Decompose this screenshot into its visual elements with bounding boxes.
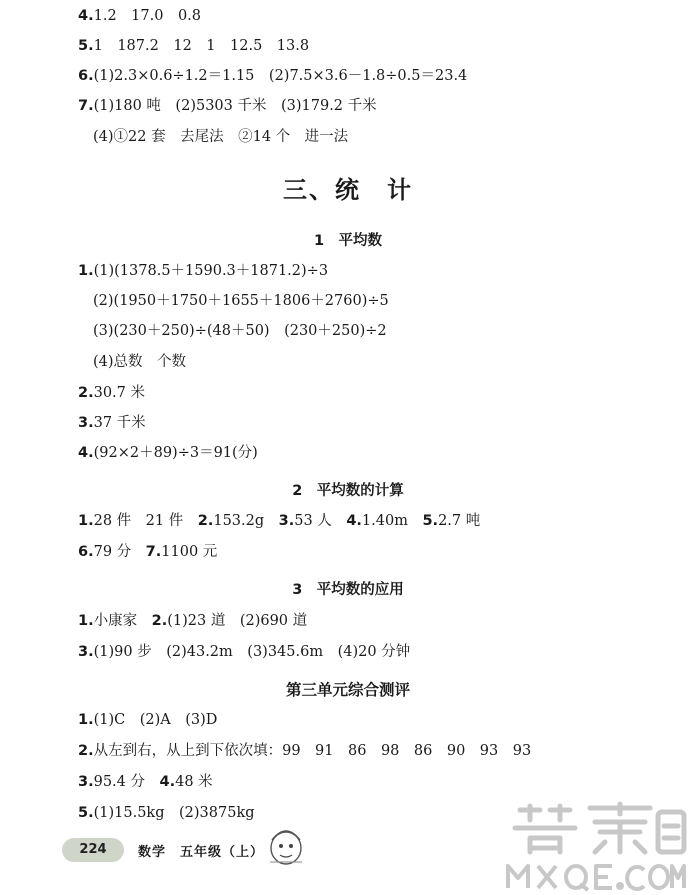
answer-text: 1.40m bbox=[361, 513, 423, 529]
answer-text: 95.4 分 bbox=[93, 774, 160, 790]
answer-text: (1)23 道 (2)690 道 bbox=[167, 613, 308, 629]
answer-text: 1100 元 bbox=[161, 544, 218, 560]
answer-line bbox=[93, 292, 389, 310]
item-number: 3. bbox=[278, 513, 295, 529]
answer-text: (4)①22 套 去尾法 ②14 个 进一法 bbox=[93, 129, 349, 145]
answer-line bbox=[78, 711, 217, 729]
answer-line bbox=[78, 512, 480, 530]
item-number: 1. bbox=[78, 263, 94, 279]
item-number: 4. bbox=[78, 8, 94, 24]
answer-text: (1)C (2)A (3)D bbox=[93, 712, 218, 728]
answer-text: 30.7 米 bbox=[93, 385, 146, 401]
answer-line bbox=[78, 804, 255, 822]
item-number: 5. bbox=[422, 513, 439, 529]
item-number: 4. bbox=[346, 513, 362, 529]
answer-line bbox=[93, 128, 348, 146]
answer-line bbox=[78, 97, 377, 115]
item-number: 4. bbox=[159, 774, 176, 790]
answer-line bbox=[78, 742, 531, 760]
answer-text: 153.2g bbox=[213, 513, 279, 529]
item-number: 7. bbox=[145, 544, 162, 560]
answer-text: 1.2 17.0 0.8 bbox=[93, 8, 202, 24]
section-title: 3 平均数的应用 bbox=[292, 582, 404, 598]
item-number: 4. bbox=[78, 445, 94, 461]
item-number: 1. bbox=[78, 712, 94, 728]
answer-line bbox=[78, 612, 307, 630]
answer-line bbox=[78, 37, 309, 55]
answer-text: (1)2.3×0.6÷1.2＝1.15 (2)7.5×3.6－1.8÷0.5＝23.4 bbox=[93, 68, 468, 84]
answer-text: 2.7 吨 bbox=[438, 513, 481, 529]
item-number: 2. bbox=[78, 743, 94, 759]
page-number-badge: 224 bbox=[62, 838, 124, 862]
section-title: 1 平均数 bbox=[313, 233, 383, 249]
item-number: 3. bbox=[78, 415, 94, 431]
answer-text: 79 分 bbox=[93, 544, 146, 560]
answer-text: 53 人 bbox=[294, 513, 347, 529]
item-number: 5. bbox=[78, 805, 94, 821]
answer-line bbox=[78, 7, 201, 25]
answer-text: 从左到右，从上到下依次填：99 91 86 98 86 90 93 93 bbox=[93, 743, 532, 759]
item-number: 2. bbox=[197, 513, 214, 529]
answer-text: (1)180 吨 (2)5303 千米 (3)179.2 千米 bbox=[93, 98, 377, 114]
answer-text: (3)(230＋250)÷(48＋50) (230＋250)÷2 bbox=[93, 323, 387, 339]
answer-text: 28 件 21 件 bbox=[93, 513, 198, 529]
item-number: 1. bbox=[78, 513, 94, 529]
answer-line bbox=[78, 262, 328, 280]
section-title: 2 平均数的计算 bbox=[292, 483, 404, 499]
answer-text: (1)15.5kg (2)3875kg bbox=[93, 805, 255, 821]
answer-line bbox=[78, 67, 467, 85]
answer-line bbox=[78, 384, 145, 402]
answer-line bbox=[93, 353, 186, 371]
item-number: 6. bbox=[78, 68, 94, 84]
answer-line bbox=[78, 414, 146, 432]
answer-text: (92×2＋89)÷3＝91(分) bbox=[93, 445, 258, 461]
item-number: 3. bbox=[78, 644, 94, 660]
answer-text: 37 千米 bbox=[93, 415, 146, 431]
answer-text: (1)(1378.5＋1590.3＋1871.2)÷3 bbox=[93, 263, 329, 279]
answer-text: (2)(1950＋1750＋1655＋1806＋2760)÷5 bbox=[93, 293, 389, 309]
answer-line bbox=[78, 773, 213, 791]
item-number: 2. bbox=[78, 385, 94, 401]
item-number: 5. bbox=[78, 38, 94, 54]
answer-line bbox=[78, 543, 217, 561]
answer-text: 48 米 bbox=[175, 774, 213, 790]
answer-text: (4)总数 个数 bbox=[93, 354, 187, 370]
watermark-logo bbox=[500, 800, 690, 892]
item-number: 7. bbox=[78, 98, 94, 114]
footer-subject: 数学 五年级（上） bbox=[138, 845, 265, 860]
item-number: 6. bbox=[78, 544, 94, 560]
mascot-icon bbox=[262, 818, 310, 868]
answer-line bbox=[93, 322, 387, 340]
answer-line bbox=[78, 444, 258, 462]
answer-text: 1 187.2 12 1 12.5 13.8 bbox=[93, 38, 310, 54]
item-number: 2. bbox=[151, 613, 168, 629]
answer-line bbox=[78, 643, 410, 661]
section-title: 第三单元综合测评 bbox=[285, 681, 410, 699]
item-number: 3. bbox=[78, 774, 94, 790]
chapter-title: 三、统 计 bbox=[283, 176, 413, 204]
item-number: 1. bbox=[78, 613, 94, 629]
answer-text: 小康家 bbox=[93, 613, 152, 629]
answer-text: (1)90 步 (2)43.2m (3)345.6m (4)20 分钟 bbox=[93, 644, 411, 660]
